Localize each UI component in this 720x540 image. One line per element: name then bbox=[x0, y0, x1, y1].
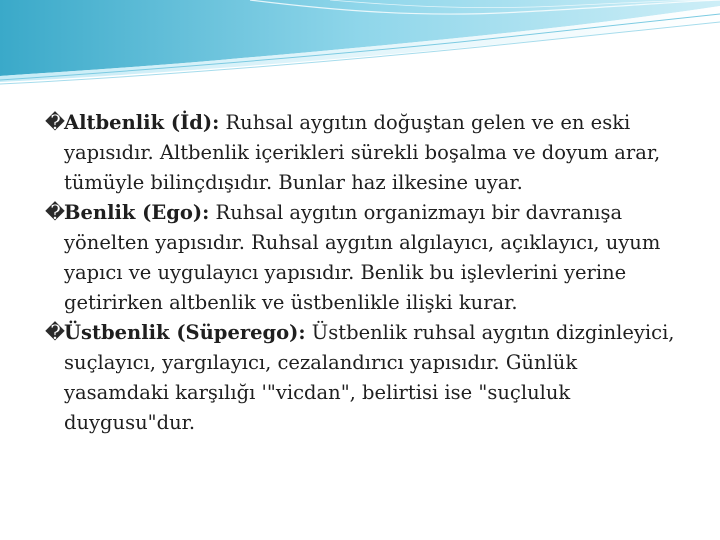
list-item-altbenlik bbox=[45, 108, 685, 198]
bullet-icon: � bbox=[45, 201, 65, 224]
bullet-icon: � bbox=[45, 111, 65, 134]
term-ustbenlik: Üstbenlik (Süperego): bbox=[64, 321, 306, 344]
list-item-ustbenlik bbox=[45, 318, 685, 438]
slide-body bbox=[45, 108, 685, 438]
definition-benlik: Ruhsal aygıtın organizmayı bir davranışa yönelten yapısıdır. Ruhsal aygıtın algılayıcı, açıklayıcı, uyum yapıcı ve uygulayıcı yapısıdır. Benlik bu işlevlerini yerine getirirken altbenlik ve üstbenlikle ilişki kurar. bbox=[64, 201, 661, 314]
definition-ustbenlik: Üstbenlik ruhsal aygıtın dizginleyici, suçlayıcı, yargılayıcı, cezalandırıcı yapısıdır. Günlük yasamdaki karşılığı '"vicdan", belirtisi ise "suçluluk duygusu"dur. bbox=[64, 321, 675, 434]
bullet-icon: � bbox=[45, 321, 65, 344]
definition-altbenlik: Ruhsal aygıtın doğuştan gelen ve en eski yapısıdır. Altbenlik içerikleri sürekli boşalma ve doyum arar, tümüyle bilinçdışıdır. Bunlar haz ilkesine uyar. bbox=[64, 111, 661, 194]
term-altbenlik: Altbenlik (İd): bbox=[64, 111, 220, 134]
term-benlik: Benlik (Ego): bbox=[64, 201, 210, 224]
header-wave-decoration bbox=[0, 0, 720, 90]
list-item-benlik bbox=[45, 198, 685, 318]
